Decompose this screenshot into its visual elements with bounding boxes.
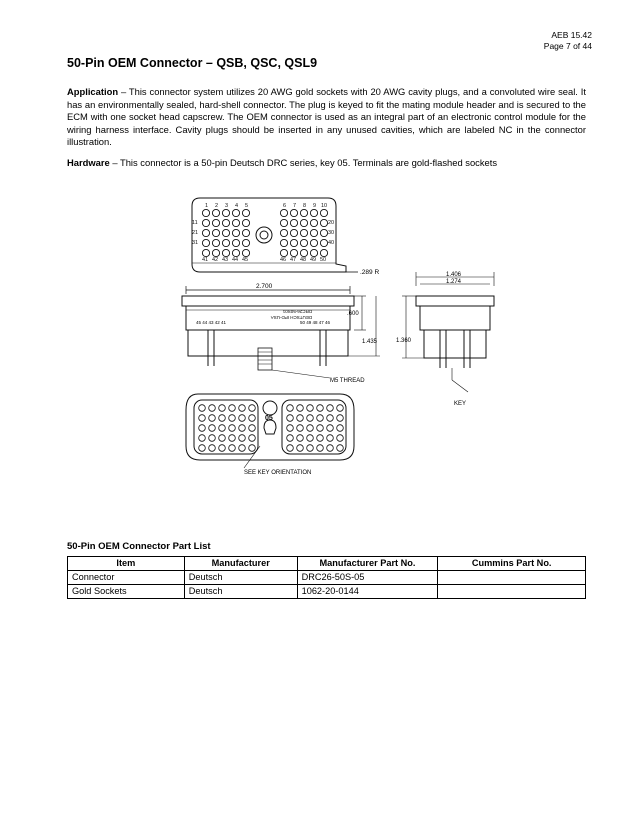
pin-cavity (297, 435, 304, 442)
cell-manufacturer: Deutsch (184, 585, 297, 599)
pin-cavity (242, 229, 249, 236)
pin-cavity (290, 229, 297, 236)
table-row (68, 585, 586, 599)
pin-cavity (300, 249, 307, 256)
pin-cavity (239, 435, 246, 442)
pin-cavity (219, 425, 226, 432)
cell-mfr-part: DRC26-50S-05 (297, 571, 438, 585)
pin-cavity (337, 415, 344, 422)
pin-cavity (290, 219, 297, 226)
pin-cavity (290, 209, 297, 216)
pin-cavity (290, 239, 297, 246)
page-number: Page 7 of 44 (543, 41, 592, 51)
pin-cavity (249, 445, 256, 452)
pin-cavity (232, 219, 239, 226)
pin-cavity (212, 239, 219, 246)
pin-cavity (209, 415, 216, 422)
pin-cavity (317, 425, 324, 432)
pin-cavity (280, 239, 287, 246)
document-id: AEB 15.42 (551, 30, 592, 40)
side-numbers-left: 45 44 43 42 41 (196, 320, 227, 325)
pin-label-49: 49 (310, 257, 317, 263)
pin-cavity (297, 415, 304, 422)
pin-cavity (209, 445, 216, 452)
part-list-table (67, 556, 586, 599)
pin-label-41: 41 (202, 257, 209, 263)
row-label-21: 21 (192, 230, 199, 236)
pin-cavity (199, 435, 206, 442)
pin-cavity (307, 415, 314, 422)
pin-cavity (287, 415, 294, 422)
pin-cavity (307, 435, 314, 442)
pin-cavity (297, 405, 304, 412)
pin-cavity (317, 405, 324, 412)
pin-label-5: 5 (245, 203, 249, 209)
pin-cavity (327, 445, 334, 452)
end-view-top-lip (416, 296, 494, 306)
key-slot (264, 420, 276, 434)
center-screw-hole (256, 227, 272, 243)
application-paragraph (67, 86, 586, 149)
pin-cavity (310, 249, 317, 256)
col-header-item: Item (68, 557, 185, 571)
pin-cavity (229, 425, 236, 432)
pin-label-8: 8 (303, 203, 307, 209)
pin-cavity (232, 239, 239, 246)
pin-label-3: 3 (225, 203, 229, 209)
pin-cavity (327, 415, 334, 422)
pin-grid-right (280, 209, 327, 256)
pin-label-43: 43 (222, 257, 229, 263)
pin-cavity (280, 209, 287, 216)
dim-1435: 1.435 (362, 339, 378, 345)
mating-pin-grid (199, 405, 344, 452)
pin-label-45: 45 (242, 257, 249, 263)
pin-cavity (212, 249, 219, 256)
label-key-orientation: SEE KEY ORIENTATION (244, 470, 312, 476)
col-header-cummins-part: Cummins Part No. (438, 557, 586, 571)
pin-label-48: 48 (300, 257, 307, 263)
table-row (68, 571, 586, 585)
pin-cavity (222, 239, 229, 246)
pin-cavity (199, 445, 206, 452)
pin-grid-left (202, 209, 249, 256)
pin-label-42: 42 (212, 257, 219, 263)
pin-cavity (212, 229, 219, 236)
pin-cavity (280, 219, 287, 226)
page-header (544, 30, 592, 52)
pin-cavity (287, 405, 294, 412)
hardware-label: Hardware (67, 157, 110, 168)
row-label-11: 11 (192, 220, 198, 226)
pin-cavity (202, 249, 209, 256)
pin-cavity (249, 415, 256, 422)
pin-cavity (300, 219, 307, 226)
pin-cavity (287, 445, 294, 452)
pin-cavity (307, 425, 314, 432)
pin-cavity (232, 249, 239, 256)
pin-cavity (239, 405, 246, 412)
pin-cavity (202, 239, 209, 246)
row-label-40: 40 (328, 240, 335, 246)
pin-cavity (242, 239, 249, 246)
pin-cavity (337, 435, 344, 442)
pin-cavity (310, 209, 317, 216)
dim-1274: 1.274 (446, 279, 462, 285)
pin-cavity (199, 425, 206, 432)
row-label-30: 30 (328, 230, 335, 236)
pin-label-4: 4 (235, 203, 239, 209)
dim-600: .600 (347, 311, 359, 317)
pin-cavity (202, 219, 209, 226)
pin-cavity (297, 445, 304, 452)
end-view-body (420, 306, 490, 330)
pin-cavity (297, 425, 304, 432)
pin-cavity (219, 445, 226, 452)
pin-label-1: 1 (205, 203, 209, 209)
hardware-paragraph (67, 157, 586, 170)
pin-cavity (307, 405, 314, 412)
pin-cavity (320, 229, 327, 236)
cell-manufacturer: Deutsch (184, 571, 297, 585)
pin-cavity (287, 425, 294, 432)
pin-cavity (280, 249, 287, 256)
pin-cavity (239, 415, 246, 422)
application-text: – This connector system utilizes 20 AWG gold sockets with 20 AWG cavity plugs, and a convoluted wire seal. It has an environmentally sealed, hard-shell connector. The plug is keyed to fit the mating module header and is secured to the ECM with one socket head capscrew. The OEM connector is used as an integral part of an electronic control module for the wiring harness interface. Cavity plugs should be inserted in any unused cavities, which are labeled NC in the connector illustration. (67, 86, 586, 148)
dim-1360: 1.360 (396, 338, 412, 344)
pin-cavity (209, 435, 216, 442)
label-thread: M5 THREAD (330, 378, 365, 384)
pin-cavity (222, 209, 229, 216)
table-header-row (68, 557, 586, 571)
pin-label-9: 9 (313, 203, 317, 209)
dim-width: 2.700 (256, 283, 273, 290)
pin-cavity (300, 239, 307, 246)
pin-cavity (212, 209, 219, 216)
connector-drawing (150, 180, 520, 480)
pin-label-47: 47 (290, 257, 297, 263)
side-view-body (186, 306, 350, 330)
pin-label-7: 7 (293, 203, 297, 209)
cell-item: Gold Sockets (68, 585, 185, 599)
pin-cavity (212, 219, 219, 226)
cell-mfr-part: 1062-20-0144 (297, 585, 438, 599)
pin-cavity (287, 435, 294, 442)
thread-stud (258, 348, 272, 370)
pin-cavity (300, 209, 307, 216)
pin-cavity (239, 445, 246, 452)
pin-cavity (300, 229, 307, 236)
pin-cavity (280, 229, 287, 236)
pin-cavity (327, 425, 334, 432)
pin-cavity (337, 405, 344, 412)
pin-label-46: 46 (280, 257, 287, 263)
pin-cavity (310, 239, 317, 246)
section-title: 50-Pin OEM Connector – QSB, QSC, QSL9 (67, 56, 318, 70)
pin-cavity (229, 415, 236, 422)
pin-label-10: 10 (321, 203, 328, 209)
pin-cavity (290, 249, 297, 256)
pin-cavity (232, 229, 239, 236)
col-header-manufacturer: Manufacturer (184, 557, 297, 571)
pin-cavity (229, 445, 236, 452)
pin-cavity (320, 219, 327, 226)
table-title: 50-Pin OEM Connector Part List (67, 541, 211, 552)
mating-face-outline (186, 394, 354, 460)
pin-cavity (219, 415, 226, 422)
side-view-top-lip (182, 296, 354, 306)
pin-cavity (239, 425, 246, 432)
cell-cummins-part (438, 571, 586, 585)
pin-cavity (337, 425, 344, 432)
application-label: Application (67, 86, 119, 97)
row-label-31: 31 (192, 240, 199, 246)
pin-cavity (222, 249, 229, 256)
pin-cavity (320, 209, 327, 216)
side-text-maker: DEUTSCH IPD-USA (270, 315, 312, 320)
label-key: KEY (454, 401, 467, 407)
side-numbers-right: 50 49 48 47 46 (300, 320, 331, 325)
pin-cavity (222, 229, 229, 236)
pin-cavity (242, 219, 249, 226)
col-header-mfr-part: Manufacturer Part No. (297, 557, 438, 571)
pin-cavity (229, 405, 236, 412)
pin-cavity (320, 239, 327, 246)
pin-cavity (219, 435, 226, 442)
pin-cavity (229, 435, 236, 442)
pin-cavity (310, 229, 317, 236)
pin-cavity (320, 249, 327, 256)
pin-cavity (202, 229, 209, 236)
dim-1406: 1.406 (446, 272, 462, 278)
pin-cavity (199, 415, 206, 422)
pin-cavity (327, 435, 334, 442)
pin-cavity (209, 405, 216, 412)
pin-cavity (317, 415, 324, 422)
pin-cavity (317, 445, 324, 452)
row-label-20: 20 (328, 220, 335, 226)
pin-cavity (327, 405, 334, 412)
side-text-part: DRC26-50S01 (282, 309, 312, 314)
pin-cavity (222, 219, 229, 226)
pin-cavity (202, 209, 209, 216)
key-number: 05 (265, 415, 273, 422)
pin-label-2: 2 (215, 203, 219, 209)
pin-label-50: 50 (320, 257, 327, 263)
pin-cavity (317, 435, 324, 442)
end-view-lower-body (424, 330, 486, 358)
dim-radius: .289 R (360, 269, 380, 276)
pin-cavity (199, 405, 206, 412)
cell-cummins-part (438, 585, 586, 599)
pin-cavity (242, 209, 249, 216)
pin-cavity (242, 249, 249, 256)
pin-cavity (219, 405, 226, 412)
pin-cavity (249, 425, 256, 432)
pin-label-6: 6 (283, 203, 287, 209)
pin-cavity (249, 435, 256, 442)
pin-cavity (337, 445, 344, 452)
hardware-text: – This connector is a 50-pin Deutsch DRC series, key 05. Terminals are gold-flashed sockets (109, 157, 498, 168)
pin-cavity (232, 209, 239, 216)
cell-item: Connector (68, 571, 185, 585)
pin-cavity (310, 219, 317, 226)
pin-cavity (249, 405, 256, 412)
pin-cavity (307, 445, 314, 452)
pin-label-44: 44 (232, 257, 239, 263)
pin-cavity (209, 425, 216, 432)
